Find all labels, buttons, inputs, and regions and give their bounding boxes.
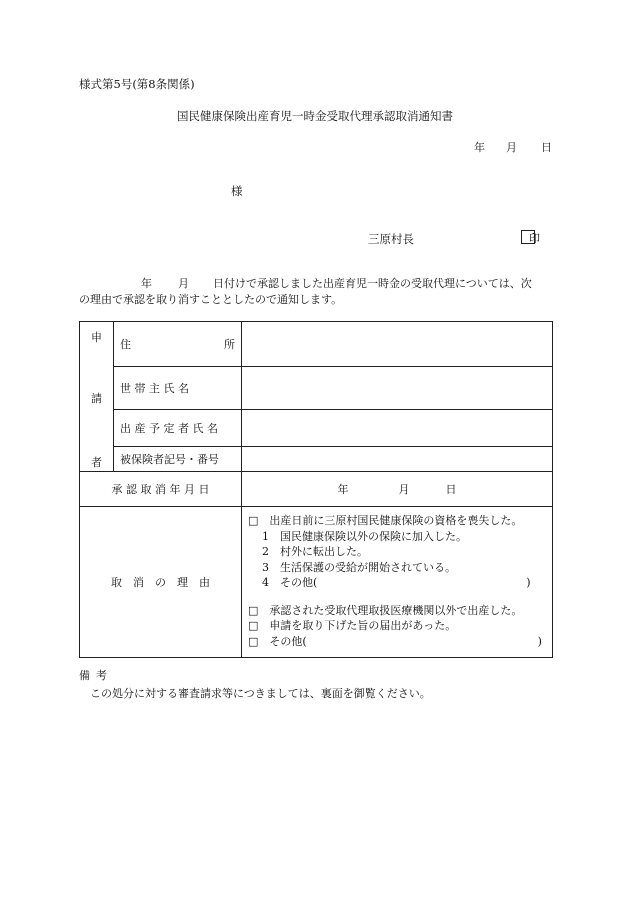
cancel-date-day: 日	[445, 483, 457, 496]
householder-name-field[interactable]	[242, 367, 553, 410]
cancel-date-label: 承 認 取 消 年 月 日	[80, 472, 242, 507]
issue-date-day: 日	[541, 141, 552, 154]
remarks-text: この処分に対する審査請求等につきましては、裏面を御覧ください。	[90, 687, 431, 700]
insured-number-field[interactable]	[242, 447, 553, 472]
seal-label: 印	[529, 232, 540, 245]
body-year: 年	[141, 277, 152, 290]
insured-number-label: 被保険者記号・番号	[114, 447, 242, 472]
issue-date-month: 月	[506, 141, 517, 154]
reason-subitem-3: 3 生活保護の受給が開始されている。	[262, 560, 456, 574]
address-label-char-2: 所	[224, 338, 235, 351]
body-month: 月	[178, 277, 189, 290]
reason-subitem-1: 1 国民健康保険以外の保険に加入した。	[262, 529, 467, 543]
cancel-date-field[interactable]	[242, 472, 553, 507]
cancellation-table	[79, 321, 553, 658]
expectant-mother-name-label: 出 産 予 定 者 氏 名	[114, 410, 242, 447]
applicant-label-cell	[80, 322, 114, 472]
document-title: 国民健康保険出産育児一時金受取代理承認取消通知書	[177, 109, 453, 123]
reason-item-other[interactable]: □ その他( )	[248, 634, 542, 648]
householder-name-label: 世 帯 主 氏 名	[114, 367, 242, 410]
notice-body-line1	[79, 278, 551, 289]
notice-body-line2: の理由で承認を取り消すこととしたので通知します。	[79, 293, 343, 306]
remarks-title: 備考	[79, 669, 113, 682]
address-value-field[interactable]	[242, 322, 553, 367]
address-label-char-1: 住	[120, 338, 131, 351]
reason-item-withdrawn[interactable]: □ 申請を取り下げた旨の届出があった。	[248, 619, 457, 632]
reason-item-loss-of-eligibility[interactable]: □ 出産日前に三原村国民健康保険の資格を喪失した。	[248, 514, 523, 527]
reason-item-other-institution[interactable]: □ 承認された受取代理取扱医療機関以外で出産した。	[248, 603, 523, 617]
reason-subitem-2: 2 村外に転出した。	[262, 545, 368, 558]
body-rest: 日付けで承認しました出産育児一時金の受取代理については、次	[213, 277, 532, 290]
issuer-name: 三原村長	[368, 232, 414, 246]
cancel-reason-list	[242, 507, 553, 658]
expectant-mother-name-field[interactable]	[242, 410, 553, 447]
applicant-char-3: 者	[91, 456, 102, 469]
cancel-reason-label: 取 消 の 理 由	[80, 507, 242, 658]
cancel-date-month: 月	[398, 483, 410, 496]
issue-date-year: 年	[474, 141, 485, 154]
form-number: 様式第5号(第8条関係)	[79, 77, 195, 91]
applicant-char-2: 請	[91, 392, 102, 405]
reason-subitem-4: 4 その他( )	[262, 576, 531, 589]
addressee-honorific: 様	[231, 184, 243, 198]
applicant-char-1: 申	[91, 331, 102, 344]
address-label	[114, 322, 242, 367]
cancel-date-year: 年	[337, 483, 349, 496]
